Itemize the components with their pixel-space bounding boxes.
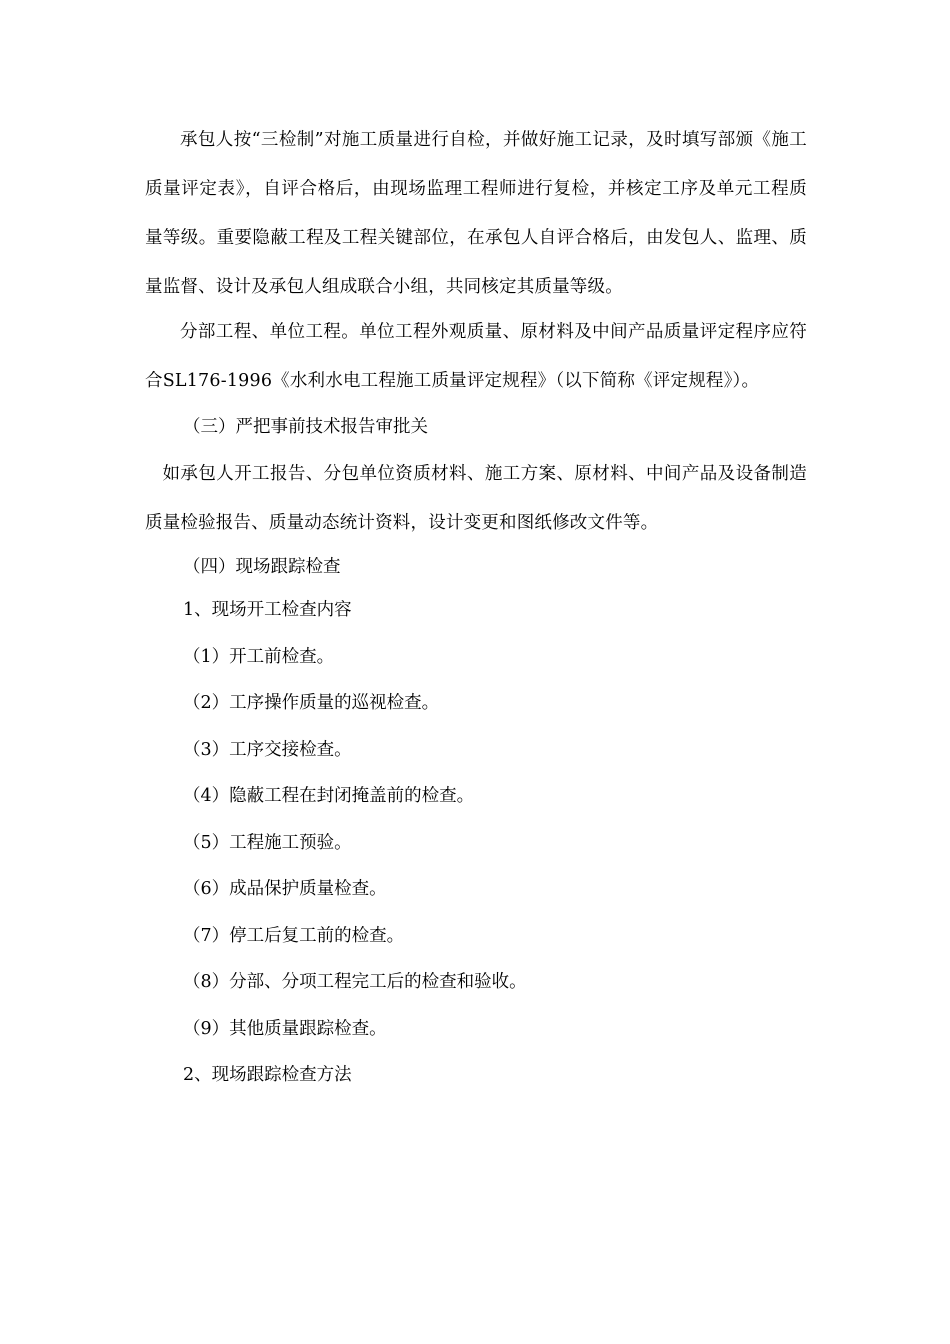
paragraph-self-inspection: 承包人按“三检制”对施工质量进行自检，并做好施工记录，及时填写部颁《施工质量评定表》，自评合格后，由现场监理工程师进行复检，并核定工序及单元工程质量等级。重要隐蔽工程及工程关键部位，在承包人自评合格后，由发包人、监理、质量监督、设计及承包人组成联合小组，共同核定其质量等级。 bbox=[145, 130, 807, 297]
paragraph-report-examples: 如承包人开工报告、分包单位资质材料、施工方案、原材料、中间产品及设备制造质量检验报告、质量动态统计资料，设计变更和图纸修改文件等。 bbox=[145, 463, 807, 533]
list-item: （4）隐蔽工程在封闭掩盖前的检查。 bbox=[183, 786, 475, 806]
list-item: （1）开工前检查。 bbox=[183, 646, 335, 667]
list-item: （3）工序交接检查。 bbox=[183, 739, 352, 760]
document-body bbox=[145, 116, 807, 1099]
subheading-site-inspection-method: 2、现场跟踪检查方法 bbox=[183, 1065, 352, 1085]
list-item: （6）成品保护质量检查。 bbox=[183, 879, 387, 899]
paragraph-unit-works: 分部工程、单位工程。单位工程外观质量、原材料及中间产品质量评定程序应符合SL176-1996《水利水电工程施工质量评定规程》（以下简称《评定规程》）。 bbox=[145, 322, 807, 391]
inspection-item-list bbox=[145, 634, 807, 1053]
subheading-site-inspection-content: 1、现场开工检查内容 bbox=[183, 600, 352, 620]
heading-technical-report-approval: （三）严把事前技术报告审批关 bbox=[183, 417, 428, 437]
list-item: （7）停工后复工前的检查。 bbox=[183, 925, 405, 946]
list-item: （5）工程施工预验。 bbox=[183, 832, 352, 853]
list-item: （8）分部、分项工程完工后的检查和验收。 bbox=[183, 972, 527, 992]
heading-site-tracking-inspection: （四）现场跟踪检查 bbox=[183, 556, 341, 577]
list-item: （2）工序操作质量的巡视检查。 bbox=[183, 693, 440, 713]
list-item: （9）其他质量跟踪检查。 bbox=[183, 1018, 387, 1039]
